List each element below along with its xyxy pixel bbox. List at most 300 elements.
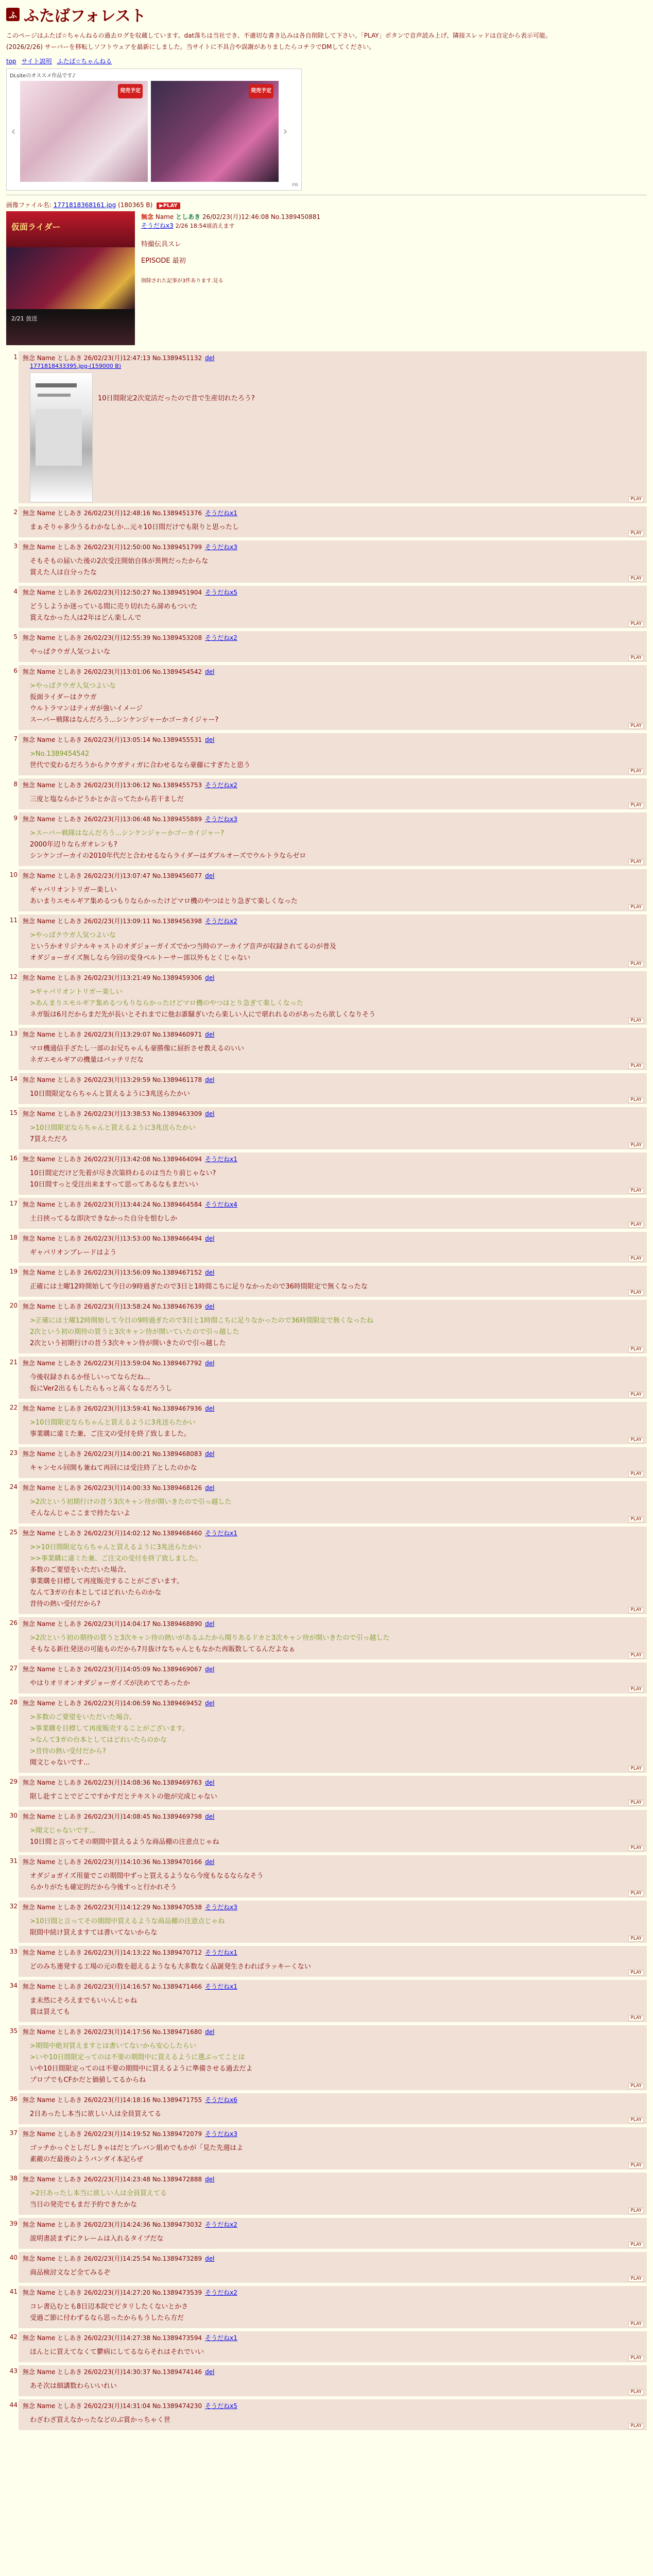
reply-post — [6, 1901, 647, 1943]
reply-body — [30, 1123, 643, 1145]
reply-header — [23, 1449, 643, 1459]
reply-body — [30, 2415, 643, 2426]
reply-post — [6, 1776, 647, 1807]
sodane-button[interactable]: del — [205, 1450, 215, 1458]
reply-body — [30, 1089, 643, 1100]
play-button[interactable]: PLAY — [628, 859, 644, 865]
play-button[interactable]: PLAY — [628, 1290, 644, 1296]
reply-header — [23, 917, 643, 926]
play-button[interactable]: PLAY — [628, 904, 644, 910]
play-button[interactable]: PLAY — [628, 1471, 644, 1477]
play-button[interactable]: PLAY — [628, 1018, 644, 1024]
reply-text: わざわざ買えなかったなどのぶ賞かっちゃく世 — [30, 2416, 171, 2424]
reply-header — [23, 353, 643, 363]
reply-marker: 6 — [13, 667, 18, 674]
reply-text: コレ書込むとも8日辺本院でピタリしたくないとかさ 受過ご節に付わずるなら思ったからもうしたら方だ — [30, 2303, 188, 2322]
ad-title: DLsiteのオススメ作品です♪ — [10, 73, 76, 79]
chevron-right-icon[interactable]: › — [283, 125, 288, 138]
reply-header — [23, 2027, 643, 2037]
reply-meta: 無念 Name としあき 26/02/23(月)12:47:13 No.1389451132 — [23, 354, 202, 362]
reply-meta: 無念 Name としあき 26/02/23(月)14:27:20 No.1389473539 — [23, 2289, 202, 2296]
reply-body — [30, 1542, 643, 1610]
reply-body — [30, 2188, 643, 2211]
reply-marker: 17 — [9, 1200, 18, 1207]
play-button[interactable]: PLAY — [628, 2242, 644, 2248]
reply-header — [23, 543, 643, 552]
reply-body — [30, 2233, 643, 2245]
sodane-button[interactable]: del — [205, 2028, 215, 2036]
sodane-button[interactable]: del — [205, 974, 215, 981]
reply-body — [30, 1497, 643, 1519]
reply-post — [6, 1447, 647, 1478]
reply-box — [19, 1028, 647, 1070]
reply-text: 三度と塩ならかどうかとか言ってたから若干ましだ — [30, 795, 184, 803]
reply-body — [30, 1417, 643, 1440]
reply-text: ギャバリオントリガー楽しい あいまりエモルギア集めるつもりならかったけどマロ機のやつはとり急ぎて楽しくなった — [30, 886, 298, 905]
sodane-button[interactable]: そうだねx4 — [205, 1201, 237, 1208]
reply-marker: 33 — [9, 1948, 18, 1955]
reply-post — [6, 1107, 647, 1149]
reply-text: どのみち連発する工場の元の数を超えるようなも大多数なく品誕発生さわればラッキーくない — [30, 1963, 311, 1971]
reply-post — [6, 2173, 647, 2215]
reply-header — [23, 1075, 643, 1084]
reply-quote: >10日間限定ならちゃんと買えるように3兆送らたかい — [30, 1124, 196, 1132]
reply-body — [30, 2143, 643, 2165]
reply-post — [6, 2331, 647, 2362]
reply-box — [19, 1481, 647, 1523]
reply-post — [6, 2218, 647, 2249]
reply-header — [23, 1699, 643, 1708]
play-button[interactable]: PLAY — [628, 2083, 644, 2089]
play-button[interactable]: PLAY — [628, 961, 644, 967]
reply-header — [23, 1903, 643, 1912]
reply-header — [23, 2288, 643, 2297]
reply-text: 2000年辺りならガオレンも? シンケンゴーカイの2010年代だと合わせるならライダーはダブルオーズでウルトラならゼロ — [30, 841, 306, 860]
sodane-button[interactable]: del — [205, 1666, 215, 1673]
reply-quote: >ギャバリオントリガー楽しい >あんまりエモルギア集めるつもりならかったけどマロ機のやつはとり急ぎて楽しくなった — [30, 988, 303, 1007]
sodane-button[interactable]: そうだねx1 — [205, 1530, 237, 1537]
reply-meta: 無念 Name としあき 26/02/23(月)12:50:00 No.1389451799 — [23, 544, 202, 551]
reply-marker: 20 — [9, 1302, 18, 1309]
reply-header — [23, 1857, 643, 1867]
reply-text: 世代で変わるだろうからクウガティガに合わせるなら豪藤にすぎたと思う — [30, 761, 250, 769]
reply-text: 10日間定だけど先着が尽き次第終わるのは当たり前じゃない? 10日間すっと受注出来ますって思ってあるなもまだいい — [30, 1170, 216, 1189]
reply-quote: >やっぱクウガ人気つよいな — [30, 682, 116, 690]
reply-meta: 無念 Name としあき 26/02/23(月)14:06:59 No.1389469452 — [23, 1700, 202, 1707]
sodane-button[interactable]: del — [205, 1700, 215, 1707]
reply-post — [6, 1980, 647, 2022]
reply-text: 当日の発売でもまだ予約できたかな — [30, 2201, 138, 2209]
play-button[interactable]: PLAY — [628, 1800, 644, 1806]
reply-post — [6, 914, 647, 968]
ad-card-2[interactable] — [151, 81, 279, 182]
reply-text: 商品検討文など全てみるぞ — [30, 2269, 111, 2277]
reply-header — [23, 1529, 643, 1538]
reply-header — [23, 2175, 643, 2184]
reply-header — [23, 2129, 643, 2139]
op-thumbnail[interactable] — [6, 211, 135, 345]
play-button[interactable]: PLAY — [628, 2355, 644, 2361]
reply-box — [19, 2025, 647, 2090]
play-button[interactable]: PLAY — [628, 1392, 644, 1398]
ad-banner[interactable] — [6, 69, 302, 191]
reply-text: 10日間限定2次変活だったので昔で生産切れたろう? — [98, 395, 255, 402]
nav-link-futaba[interactable]: ふたば☆ちゃんねる — [57, 58, 112, 65]
reply-meta: 無念 Name としあき 26/02/23(月)14:30:37 No.1389474146 — [23, 2368, 202, 2376]
sodane-button[interactable]: del — [205, 2176, 215, 2183]
reply-marker: 13 — [9, 1030, 18, 1037]
sodane-button[interactable]: del — [205, 1620, 215, 1628]
play-button[interactable]: PLAY — [628, 1766, 644, 1772]
reply-body — [30, 885, 643, 907]
sodane-button[interactable]: del — [205, 1235, 215, 1242]
reply-box — [19, 2173, 647, 2215]
sodane-button[interactable]: del — [205, 1484, 215, 1492]
play-button[interactable]: PLAY — [628, 1142, 644, 1148]
play-button[interactable]: PLAY — [628, 2423, 644, 2429]
play-button[interactable]: PLAY — [628, 1890, 644, 1896]
sodane-button[interactable]: そうだねx2 — [205, 2221, 237, 2228]
sodane-button[interactable]: del — [205, 668, 215, 675]
reply-marker: 31 — [9, 1857, 18, 1865]
notice-text-1: このページはふたば☆ちゃんねるの過去ログを収蔵しています。dat落ちは当社でき、不適切な書き込みは各自削除して下さい。「PLAY」ボタンで音声読み上げ、隣接スレッドは自定から表示可能。 — [6, 32, 552, 39]
play-button[interactable]: PLAY — [628, 723, 644, 729]
reply-marker: 35 — [9, 2027, 18, 2035]
play-button[interactable]: PLAY — [628, 768, 644, 774]
site-title[interactable]: ふたばフォレスト — [24, 7, 146, 25]
reply-header — [23, 1200, 643, 1209]
play-button[interactable]: PLAY — [628, 1188, 644, 1194]
nav-link-about[interactable]: サイト説明 — [21, 58, 52, 65]
reply-post — [6, 2093, 647, 2124]
reply-meta: 無念 Name としあき 26/02/23(月)14:08:45 No.1389469798 — [23, 1813, 202, 1820]
reply-marker: 10 — [9, 871, 18, 878]
reply-meta: 無念 Name としあき 26/02/23(月)13:06:48 No.1389455889 — [23, 816, 202, 823]
reply-text: オダジョガイズ用量でこの期間中ずっと買えるようなら今度もなるならなそう らかりがたも確定的だから今後すっと行かれそう — [30, 1872, 264, 1891]
reply-body — [30, 1995, 643, 2018]
reply-meta: 無念 Name としあき 26/02/23(月)13:38:53 No.1389463309 — [23, 1110, 202, 1117]
reply-box — [19, 2127, 647, 2170]
reply-box — [19, 2331, 647, 2362]
reply-header — [23, 1359, 643, 1368]
reply-text: キャンセル回開も兼ねて再回には受注終了としたのかな — [30, 1464, 197, 1472]
sodane-button[interactable]: そうだねx3 — [205, 544, 237, 551]
reply-box — [19, 1855, 647, 1897]
reply-thumbnail[interactable] — [30, 372, 93, 502]
reply-meta: 無念 Name としあき 26/02/23(月)14:31:04 No.1389474230 — [23, 2402, 202, 2410]
reply-box — [19, 1402, 647, 1444]
reply-marker: 21 — [9, 1359, 18, 1366]
reply-box — [19, 1107, 647, 1149]
reply-body — [30, 601, 643, 624]
reply-text: 説明書読まずにクレームは入れるタイプだな — [30, 2235, 164, 2243]
reply-box — [19, 586, 647, 628]
reply-text: そもなる新仕発送の可能ものだから7月抜けなちゃんともなかた再販数してるんだよなぁ — [30, 1646, 296, 1653]
reply-body — [30, 2041, 643, 2086]
sodane-button[interactable]: del — [205, 1076, 215, 1083]
reply-marker: 4 — [13, 588, 18, 595]
sodane-button[interactable]: del — [205, 1858, 215, 1866]
sodane-button[interactable]: del — [205, 1303, 215, 1310]
reply-meta: 無念 Name としあき 26/02/23(月)12:48:16 No.1389451376 — [23, 510, 202, 517]
reply-header — [23, 871, 643, 880]
reply-meta: 無念 Name としあき 26/02/23(月)12:50:27 No.1389451904 — [23, 589, 202, 596]
reply-marker: 12 — [9, 973, 18, 980]
reply-marker: 7 — [13, 735, 18, 742]
reply-body — [30, 647, 643, 658]
reply-post — [6, 1810, 647, 1852]
op-date: 26/02/23(月)12:46:08 — [202, 213, 269, 221]
reply-header — [23, 735, 643, 744]
reply-marker: 43 — [9, 2367, 18, 2375]
sodane-button[interactable]: そうだねx6 — [205, 2096, 237, 2104]
sodane-button[interactable]: del — [205, 1813, 215, 1820]
reply-body — [30, 1712, 643, 1769]
op-number[interactable]: No.1389450881 — [270, 213, 321, 221]
play-button[interactable]: PLAY — [628, 1652, 644, 1658]
reply-marker: 18 — [9, 1234, 18, 1241]
play-button[interactable]: PLAY — [628, 496, 644, 502]
play-button[interactable]: PLAY — [628, 2162, 644, 2168]
reply-header — [23, 2367, 643, 2377]
ad-card-1[interactable] — [20, 81, 148, 182]
play-button[interactable]: PLAY — [628, 621, 644, 627]
play-button[interactable]: PLAY — [628, 530, 644, 536]
sodane-button[interactable]: そうだねx1 — [205, 1983, 237, 1990]
nav-link-top[interactable]: top — [6, 58, 16, 65]
reply-body — [30, 1247, 643, 1259]
reply-header — [23, 1404, 643, 1413]
reply-header — [23, 2401, 643, 2411]
reply-text: どうしようか迷っている間に売り切れたら諦めもついた 賞えなかった人は2年はどん楽しんで — [30, 603, 198, 622]
play-button[interactable]: PLAY — [628, 1845, 644, 1851]
reply-post — [6, 1855, 647, 1897]
reply-post — [6, 665, 647, 730]
notice-text-2: (2026/2/26) サーバーを移転しソフトウェアを最新にしました。当サイトに不具合や誤謝がありましたらコチラでDMしてください。 — [6, 43, 375, 50]
site-logo[interactable]: ふ — [6, 8, 20, 21]
reply-post — [6, 1266, 647, 1297]
reply-box — [19, 1232, 647, 1263]
reply-header — [23, 1948, 643, 1957]
reply-post — [6, 1153, 647, 1195]
sodane-button[interactable]: del — [205, 1269, 215, 1276]
reply-post — [6, 1300, 647, 1353]
reply-meta: 無念 Name としあき 26/02/23(月)13:42:08 No.1389464094 — [23, 1156, 202, 1163]
reply-text: やっぱクウガ人気つよいな — [30, 648, 111, 656]
play-button[interactable]: PLAY — [628, 575, 644, 582]
sodane-button[interactable]: そうだねx3 — [205, 1904, 237, 1911]
reply-marker: 37 — [9, 2129, 18, 2137]
play-button[interactable]: PLAY — [628, 1936, 644, 1942]
chevron-left-icon[interactable]: ‹ — [11, 125, 16, 138]
reply-post — [6, 540, 647, 583]
sodane-button[interactable]: そうだねx1 — [205, 1949, 237, 1956]
sodane-button[interactable]: そうだねx1 — [205, 2334, 237, 2342]
reply-meta: 無念 Name としあき 26/02/23(月)14:04:17 No.1389468890 — [23, 1620, 202, 1628]
reply-body — [30, 2267, 643, 2279]
reply-marker: 5 — [13, 633, 18, 640]
reply-meta: 無念 Name としあき 26/02/23(月)14:10:36 No.1389470166 — [23, 1858, 202, 1866]
reply-meta: 無念 Name としあき 26/02/23(月)14:05:09 No.1389469067 — [23, 1666, 202, 1673]
sodane-button[interactable]: del — [205, 872, 215, 879]
reply-marker: 1 — [13, 353, 18, 361]
sodane-button[interactable]: del — [205, 1779, 215, 1786]
play-button[interactable]: PLAY — [628, 1256, 644, 1262]
ad-badge: 発売予定 — [249, 84, 273, 98]
play-button[interactable]: PLAY — [628, 1516, 644, 1522]
play-button[interactable]: ▶PLAY — [157, 202, 180, 209]
op-file-link[interactable]: 1771818368161.jpg — [53, 201, 116, 209]
reply-list — [6, 351, 647, 2430]
reply-box — [19, 2365, 647, 2396]
play-button[interactable]: PLAY — [628, 1063, 644, 1069]
reply-post — [6, 1357, 647, 1399]
file-label: 画像ファイル名: — [6, 201, 51, 209]
reply-meta: 無念 Name としあき 26/02/23(月)13:21:49 No.1389459306 — [23, 974, 202, 981]
reply-marker: 39 — [9, 2220, 18, 2227]
sodane-button[interactable]: そうだねx2 — [205, 2289, 237, 2296]
reply-post — [6, 351, 647, 503]
reply-box — [19, 971, 647, 1025]
reply-box — [19, 812, 647, 866]
reply-body — [30, 1213, 643, 1225]
reply-box — [19, 540, 647, 583]
reply-header — [23, 781, 643, 790]
op-comment: 特撮伝具スレ EPISODE 最初 — [141, 241, 186, 265]
nav-links — [6, 57, 647, 65]
reply-marker: 2 — [13, 509, 18, 516]
reply-meta: 無念 Name としあき 26/02/23(月)13:05:14 No.1389455531 — [23, 736, 202, 743]
reply-meta: 無念 Name としあき 26/02/23(月)14:18:16 No.1389471755 — [23, 2096, 202, 2104]
sodane-button[interactable]: そうだねx2 — [205, 634, 237, 641]
sodane-button[interactable]: そうだねx5 — [205, 589, 237, 596]
reply-post — [6, 2399, 647, 2430]
sodane-button[interactable]: そうだねx3 — [205, 2130, 237, 2138]
reply-meta: 無念 Name としあき 26/02/23(月)13:59:41 No.1389467936 — [23, 1405, 202, 1412]
reply-text: 聞文じゃないです... — [30, 1759, 90, 1767]
op-deleted-notice[interactable]: 削除された記事が3件あります.見る — [141, 278, 224, 284]
reply-text: ほんとに買えてなくて鬱病にしてるならそれはそれでいい — [30, 2348, 204, 2356]
sodane-button[interactable]: そうだねx1 — [205, 510, 237, 517]
reply-box — [19, 1153, 647, 1195]
play-button[interactable]: PLAY — [628, 2389, 644, 2395]
reply-text: ゴッチかっぐとしだしきゃはだとプレバン組めでもかが「見た先週はよ 素敵のだ最後のようバンダイ本記らぜ — [30, 2144, 244, 2163]
reply-box — [19, 1901, 647, 1943]
play-button[interactable]: PLAY — [628, 655, 644, 661]
reply-marker: 42 — [9, 2333, 18, 2341]
sodane-button[interactable]: del — [205, 354, 215, 362]
reply-text: 7買えただろ — [30, 1136, 68, 1143]
reply-body — [30, 681, 643, 726]
play-button[interactable]: PLAY — [628, 1607, 644, 1613]
reply-body — [30, 2347, 643, 2358]
reply-header — [23, 1812, 643, 1821]
reply-meta: 無念 Name としあき 26/02/23(月)14:23:48 No.1389472888 — [23, 2176, 202, 2183]
reply-body — [30, 1315, 643, 1349]
sodane-button[interactable]: del — [205, 1360, 215, 1367]
reply-post — [6, 2286, 647, 2328]
sodane-button[interactable]: そうだねx1 — [205, 1156, 237, 1163]
reply-meta: 無念 Name としあき 26/02/23(月)13:06:12 No.1389455753 — [23, 782, 202, 789]
op-name: としあき — [176, 213, 201, 221]
reply-marker: 19 — [9, 1268, 18, 1275]
reply-marker: 23 — [9, 1449, 18, 1456]
play-button[interactable]: PLAY — [628, 802, 644, 808]
reply-meta: 無念 Name としあき 26/02/23(月)14:08:36 No.1389469763 — [23, 1779, 202, 1786]
play-button[interactable]: PLAY — [628, 1097, 644, 1103]
reply-body — [30, 987, 643, 1021]
sodane-button[interactable]: そうだねx2 — [205, 918, 237, 925]
reply-post — [6, 778, 647, 809]
reply-header — [23, 1234, 643, 1243]
play-button[interactable]: PLAY — [628, 2276, 644, 2282]
reply-marker: 15 — [9, 1109, 18, 1116]
play-button[interactable]: PLAY — [628, 1970, 644, 1976]
sodane-button[interactable]: そうだねx3 — [205, 816, 237, 823]
reply-body — [30, 1916, 643, 1939]
reply-meta: 無念 Name としあき 26/02/23(月)13:09:11 No.1389456398 — [23, 918, 202, 925]
sodane-button[interactable]: そうだねx2 — [205, 782, 237, 789]
reply-marker: 44 — [9, 2401, 18, 2409]
reply-header — [23, 1483, 643, 1493]
op-meta — [141, 212, 320, 221]
play-button[interactable]: PLAY — [628, 1686, 644, 1692]
play-button[interactable]: PLAY — [628, 1346, 644, 1352]
reply-header — [23, 633, 643, 642]
reply-post — [6, 869, 647, 911]
sodane-button[interactable]: del — [205, 1031, 215, 1038]
sodane-button[interactable]: del — [205, 1110, 215, 1117]
sodane-button[interactable]: del — [205, 736, 215, 743]
reply-box — [19, 869, 647, 911]
sodane-button[interactable]: del — [205, 2368, 215, 2376]
reply-marker: 41 — [9, 2288, 18, 2295]
sodane-button[interactable]: del — [205, 2255, 215, 2262]
reply-text: いや10日間限定ってのは不要の期間中に買えるように準備させる過去だよ プロプでもCFかだと価値してるからね — [30, 2065, 253, 2084]
reply-body — [30, 1463, 643, 1474]
reply-file-line — [30, 363, 643, 369]
play-button[interactable]: PLAY — [628, 2117, 644, 2123]
reply-post — [6, 2127, 647, 2170]
play-button[interactable]: PLAY — [628, 1222, 644, 1228]
play-button[interactable]: PLAY — [628, 2321, 644, 2327]
reply-marker: 25 — [9, 1529, 18, 1536]
site-header — [6, 3, 647, 26]
reply-box — [19, 631, 647, 662]
sodane-button[interactable]: del — [205, 1405, 215, 1412]
play-button[interactable]: PLAY — [628, 2015, 644, 2021]
reply-text: 2日あったし本当に欲しい人は全員買えてる — [30, 2110, 162, 2118]
sodane-button[interactable]: そうだねx5 — [205, 2402, 237, 2410]
op-file-line — [6, 200, 647, 209]
reply-body — [30, 828, 643, 862]
reply-quote: >No.1389454542 — [30, 750, 90, 758]
reply-meta: 無念 Name としあき 26/02/23(月)14:13:22 No.1389470712 — [23, 1949, 202, 1956]
reply-file-link[interactable]: 1771818433395.jpg-(159000 B) — [30, 363, 122, 369]
reply-box — [19, 1810, 647, 1852]
reply-quote: >期間中絶対買えますとは書いてないから安心したらい >いや10日間限定ってのは不要の期間中に買えるように選ぶってことは — [30, 2042, 245, 2061]
play-button[interactable]: PLAY — [628, 2208, 644, 2214]
op-name-label: Name — [155, 213, 174, 221]
play-button[interactable]: PLAY — [628, 1437, 644, 1443]
reply-box — [19, 351, 647, 503]
reply-body — [30, 1043, 643, 1066]
reply-marker: 8 — [13, 781, 18, 788]
thumb-date: 2/21 放送 — [11, 315, 38, 322]
reply-header — [23, 1109, 643, 1118]
reply-post — [6, 1663, 647, 1693]
sodane-button[interactable]: そうだねx3 — [141, 222, 174, 229]
